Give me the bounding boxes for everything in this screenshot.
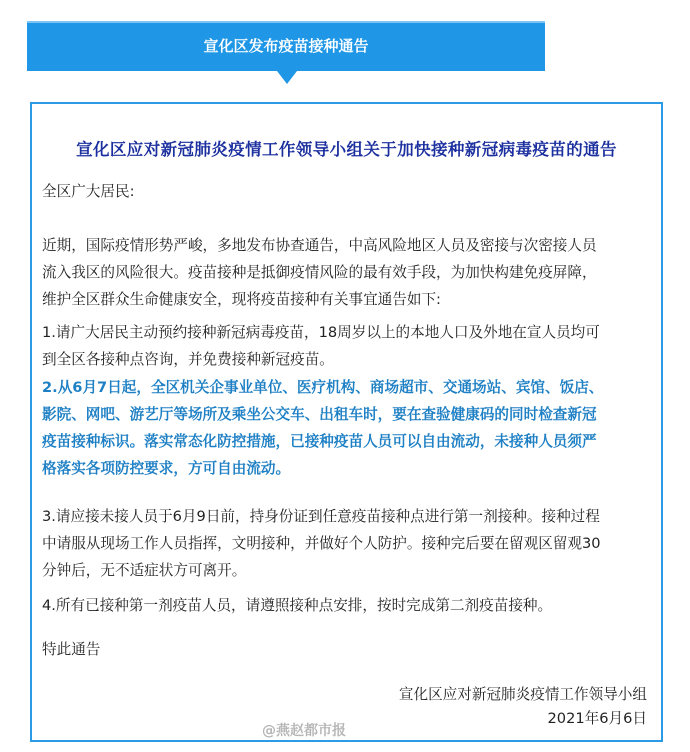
text-line: 中请服从现场工作人员指挥，文明接种，并做好个人防护。接种完后要在留观区留观30 bbox=[42, 535, 601, 552]
item-4 bbox=[42, 592, 552, 619]
text-line: 近期，国际疫情形势严峻，多地发布协查通告，中高风险地区人员及密接与次密接人员 bbox=[42, 237, 597, 254]
greeting: 全区广大居民: bbox=[42, 183, 135, 200]
watermark: @燕赵都市报 bbox=[262, 723, 346, 739]
text-line: 流入我区的风险很大。疫苗接种是抵御疫情风险的最有效手段，为加快构建免疫屏障， bbox=[42, 264, 597, 281]
notice-box bbox=[30, 102, 663, 742]
item-1 bbox=[42, 319, 600, 373]
text-line: 4.所有已接种第一剂疫苗人员，请遵照接种点安排，按时完成第二剂疫苗接种。 bbox=[42, 597, 553, 614]
item-3 bbox=[42, 503, 601, 584]
text-line: 1.请广大居民主动预约接种新冠病毒疫苗，18周岁以上的本地人口及外地在宣人员均可 bbox=[42, 324, 600, 341]
text-line: 疫苗接种标识。落实常态化防控措施，已接种疫苗人员可以自由流动，未接种人员须严 bbox=[42, 433, 597, 450]
notice-title: 宣化区应对新冠肺炎疫情工作领导小组关于加快接种新冠病毒疫苗的通告 bbox=[76, 140, 617, 159]
intro-paragraph bbox=[42, 232, 597, 313]
text-line: 到全区各接种点咨询，并免费接种新冠疫苗。 bbox=[42, 351, 334, 368]
text-line: 2.从6月7日起，全区机关企事业单位、医疗机构、商场超市、交通场站、宾馆、饭店、 bbox=[42, 379, 604, 396]
header-banner bbox=[27, 21, 545, 71]
item-2 bbox=[42, 374, 603, 482]
date: 2021年6月6日 bbox=[547, 710, 647, 727]
text-line: 3.请应接未接人员于6月9日前，持身份证到任意疫苗接种点进行第一剂接种。接种过程 bbox=[42, 508, 600, 525]
text-line: 分钟后，无不适症状方可离开。 bbox=[42, 562, 247, 579]
signature: 宣化区应对新冠肺炎疫情工作领导小组 bbox=[398, 686, 647, 703]
text-line: 格落实各项防控要求，方可自由流动。 bbox=[42, 460, 291, 477]
text-line: 维护全区群众生命健康安全，现将疫苗接种有关事宜通告如下: bbox=[42, 291, 441, 308]
banner-pointer bbox=[277, 71, 297, 84]
closing: 特此通告 bbox=[42, 641, 101, 658]
banner-title: 宣化区发布疫苗接种通告 bbox=[203, 37, 369, 55]
text-line: 影院、网吧、游艺厅等场所及乘坐公交车、出租车时，要在查验健康码的同时检查新冠 bbox=[42, 406, 597, 423]
